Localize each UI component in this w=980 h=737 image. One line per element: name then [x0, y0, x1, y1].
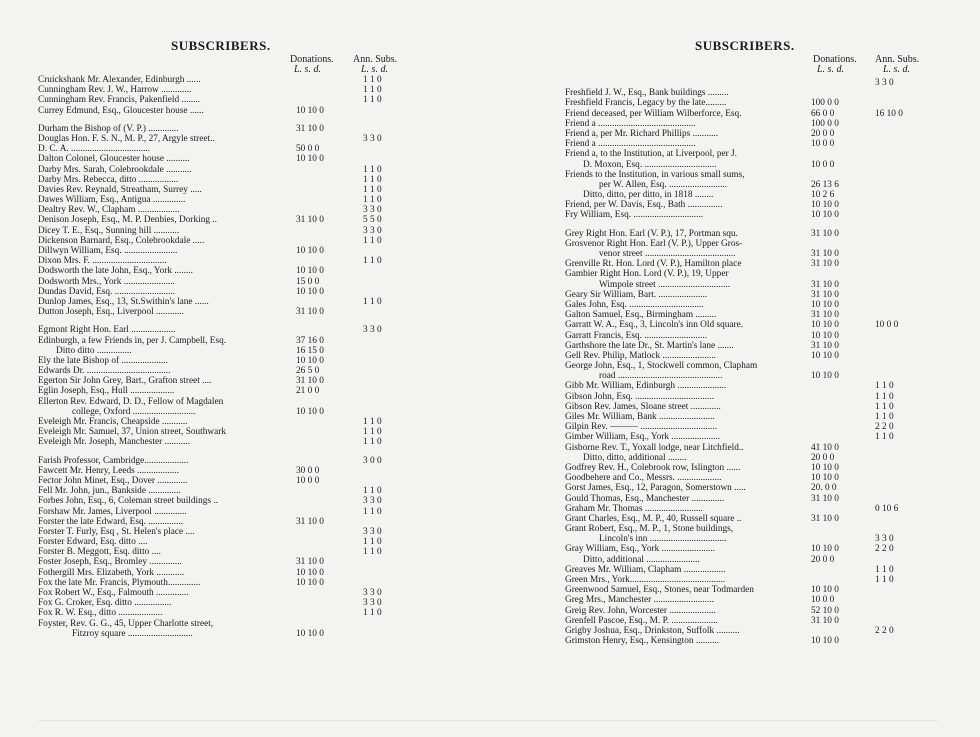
annual-subscription-amount: 1 1 0	[363, 184, 382, 195]
donation-amount: 10 10 0	[296, 406, 324, 417]
annual-subscription-amount: 0 10 6	[875, 503, 899, 514]
left-header-donations: Donations.	[290, 54, 334, 65]
donation-amount: 10 2 6	[811, 190, 835, 201]
donation-amount: 31 10 0	[811, 249, 839, 259]
subscriber-name: Durham the Bishop of (V. P.) .............	[38, 123, 179, 134]
annual-subscription-amount: 1 1 0	[363, 296, 382, 307]
subscriber-name: Greig Rev. John, Worcester ....................	[565, 605, 716, 616]
donation-amount: 10 0 0	[811, 139, 835, 150]
donation-amount: 10 10 0	[811, 200, 839, 211]
subscriber-name: Eglin Joseph, Esq., Hull ...................	[38, 386, 175, 397]
donation-amount: 10 10 0	[811, 473, 839, 484]
subscriber-name: Lincoln's inn .................................	[599, 534, 727, 545]
subscriber-name: Ditto, ditto, per ditto, in 1818 ........	[583, 190, 714, 201]
annual-subscription-amount: 1 1 0	[875, 401, 894, 412]
subscriber-name: Friend a ..........................................	[565, 118, 696, 129]
donation-amount: 15 0 0	[296, 276, 320, 287]
annual-subscription-amount: 1 1 0	[875, 575, 894, 585]
subscriber-name: per W. Allen, Esq. .........................	[599, 179, 728, 190]
subscriber-name: Gisborne Rev. T., Yoxall lodge, near Litchfield..	[565, 442, 744, 453]
subscriber-name: Dickenson Barnard, Esq., Colebrookdale .....	[38, 235, 205, 246]
donation-amount: 30 0 0	[296, 465, 320, 476]
annual-subscription-amount: 3 3 0	[363, 496, 382, 507]
donation-amount: 10 10 0	[811, 544, 839, 555]
donation-amount: 10 10 0	[811, 350, 839, 361]
subscriber-name: Ellerton Rev. Edward, D. D., Fellow of Magdalen	[38, 396, 224, 407]
subscriber-name: Edwards Dr. ....................................	[38, 366, 171, 377]
subscriber-name: Ditto, ditto, additional ........	[583, 452, 687, 463]
annual-subscription-amount: 1 1 0	[875, 381, 894, 392]
annual-subscription-amount: 16 10 0	[875, 108, 903, 119]
subscriber-name: Forster T. Furly, Esq , St. Helen's place ....	[38, 526, 195, 537]
subscriber-name: Friend, per W. Davis, Esq., Bath ...............	[565, 200, 723, 211]
donation-amount: 10 10 0	[296, 246, 324, 256]
annual-subscription-amount: 1 1 0	[363, 506, 382, 517]
subscriber-name: George John, Esq., 1, Stockwell common, Clapham	[565, 361, 758, 372]
subscriber-name: Ditto, additional .......................	[583, 554, 700, 565]
annual-subscription-amount: 1 1 0	[363, 486, 382, 497]
subscriber-name: Cunningham Rev. Francis, Pakenfield ........	[38, 95, 201, 106]
subscriber-name: Dunlop James, Esq., 13, St.Swithin's lane ......	[38, 296, 209, 307]
subscriber-name: Godfrey Rev. H., Colebrook row, Islington ......	[565, 462, 741, 473]
annual-subscription-amount: 1 1 0	[875, 432, 894, 443]
subscriber-name: Fitzroy square ............................	[72, 628, 193, 639]
donation-amount: 10 10 0	[296, 286, 324, 297]
subscriber-name: Gilpin Rev. ——— .................................	[565, 422, 718, 433]
donation-amount: 31 10 0	[296, 557, 324, 568]
subscriber-name: Garthshore the late Dr., St. Martin's lane .......	[565, 340, 734, 351]
annual-subscription-amount: 3 3 0	[363, 133, 382, 144]
subscriber-name: Foyster, Rev. G. G., 45, Upper Charlotte street,	[38, 618, 214, 629]
annual-subscription-amount: 10 0 0	[875, 320, 899, 331]
annual-subscription-amount: 1 1 0	[363, 85, 382, 96]
subscriber-name: Egerton Sir John Grey, Bart., Grafton street ....	[38, 376, 212, 387]
subscriber-name: Greenwood Samuel, Esq., Stones, near Todmarden	[565, 585, 754, 596]
subscriber-name: Friends to the Institution, in various small sums,	[565, 169, 745, 180]
subscriber-name: Gell Rev. Philip, Matlock .......................	[565, 350, 716, 361]
subscriber-name: Cruickshank Mr. Alexander, Edinburgh ......	[38, 75, 201, 85]
annual-subscription-amount: 3 3 0	[363, 225, 382, 236]
subscriber-name: Dillwyn William, Esq. .......................	[38, 246, 178, 256]
subscriber-name: Dodsworth the late John, Esq., York ........	[38, 266, 193, 277]
donation-amount: 10 10 0	[296, 567, 324, 578]
donation-amount: 31 10 0	[811, 615, 839, 626]
annual-subscription-amount: 3 3 0	[363, 588, 382, 598]
annual-subscription-amount: 1 1 0	[363, 547, 382, 558]
subscriber-name: Farish Professor, Cambridge...................	[38, 455, 189, 466]
subscriber-name: Egmont Right Hon. Earl ...................	[38, 325, 176, 336]
annual-subscription-amount: 1 1 0	[363, 537, 382, 548]
subscriber-name: Edinburgh, a few Friends in, per J. Campbell, Esq.	[38, 335, 227, 346]
donation-amount: 10 0 0	[811, 595, 835, 606]
annual-subscription-amount: 1 1 0	[875, 564, 894, 575]
subscriber-name: Friend a ..........................................	[565, 139, 696, 150]
donation-amount: 100 0 0	[811, 118, 839, 129]
subscriber-name: Douglas Hon. F. S. N., M. P., 27, Argyle street..	[38, 133, 215, 144]
donation-amount: 10 10 0	[811, 320, 839, 331]
donation-amount: 31 10 0	[296, 376, 324, 387]
subscriber-name: Eveleigh Mr. Francis, Cheapside ...........	[38, 417, 188, 427]
subscriber-name: Fox Robert W., Esq., Falmouth ..............	[38, 588, 189, 598]
subscriber-name: venor street .......................................	[599, 249, 736, 259]
subscriber-name: Dutton Joseph, Esq., Liverpool ............	[38, 307, 184, 318]
subscriber-name: Graham Mr. Thomas .........................	[565, 503, 703, 514]
subscriber-name: Cunningham Rev. J. W., Harrow .............	[38, 85, 192, 96]
donation-amount: 10 10 0	[811, 585, 839, 596]
donation-amount: 20. 0 0	[811, 483, 837, 494]
donation-amount: 10 10 0	[811, 636, 839, 647]
donation-amount: 10 10 0	[811, 462, 839, 473]
subscriber-name: Gimber William, Esq., York .....................	[565, 432, 721, 443]
subscriber-name: Fell Mr. John, jun., Bankside ..............	[38, 486, 181, 497]
donation-amount: 10 10 0	[296, 154, 324, 165]
subscriber-name: Geary Sir William, Bart. .....................	[565, 289, 708, 300]
subscriber-name: Friend a, to the Institution, at Liverpool, per J.	[565, 149, 737, 160]
subscriber-name: Forster the late Edward, Esq. ...............	[38, 516, 184, 527]
donation-amount: 31 10 0	[296, 516, 324, 527]
subscriber-name: Wimpole street ...............................	[599, 279, 731, 290]
annual-subscription-amount: 1 1 0	[363, 174, 382, 185]
donation-amount: 31 10 0	[296, 307, 324, 318]
subscriber-name: D. C. A. ..................................	[38, 144, 151, 155]
left-header-lsd-donations: L. s. d.	[294, 64, 321, 75]
subscriber-name: Forster Edward, Esq. ditto ....	[38, 537, 148, 548]
left-header-lsd-annual: L. s. d.	[361, 64, 388, 75]
donation-amount: 31 10 0	[811, 493, 839, 504]
donation-amount: 10 0 0	[811, 159, 835, 170]
subscriber-name: Freshfield J. W., Esq., Bank buildings .........	[565, 88, 729, 99]
donation-amount: 20 0 0	[811, 128, 835, 139]
subscriber-name: Friend deceased, per William Wilberforce, Esq.	[565, 108, 742, 119]
subscriber-name: Grant Robert, Esq., M. P., 1, Stone buildings,	[565, 524, 734, 535]
subscriber-name: Grigby Joshua, Esq., Drinkston, Suffolk ..........	[565, 625, 740, 636]
subscriber-name: Gibb Mr. William, Edinburgh .....................	[565, 381, 727, 392]
subscriber-name: Garratt W. A., Esq., 3, Lincoln's inn Old square.	[565, 320, 744, 331]
right-title: SUBSCRIBERS.	[695, 38, 795, 53]
subscriber-name: Gorst James, Esq., 12, Paragon, Somerstown .....	[565, 483, 746, 494]
subscriber-name: Friend a, per Mr. Richard Phillips ...........	[565, 128, 719, 139]
subscriber-name: Grant Charles, Esq., M. P., 40, Russell square ..	[565, 513, 742, 524]
left-title: SUBSCRIBERS.	[171, 38, 271, 53]
subscriber-name: Gray William, Esq., York .......................	[565, 544, 716, 555]
subscriber-name: Ditto ditto ...............	[56, 345, 132, 356]
annual-subscription-amount: 2 2 0	[875, 422, 894, 433]
left-header-annual-subs: Ann. Subs.	[353, 54, 398, 65]
donation-amount: 10 0 0	[296, 475, 320, 486]
donation-amount: 20 0 0	[811, 452, 835, 463]
subscriber-name: Fector John Minet, Esq., Dover .............	[38, 475, 188, 486]
annual-subscription-amount: 1 1 0	[363, 195, 382, 206]
right-header-lsd-donations: L. s. d.	[817, 64, 844, 75]
subscriber-name: Grey Right Hon. Earl (V. P.), 17, Portman squ.	[565, 228, 738, 239]
annual-subscription-amount: 1 1 0	[363, 75, 382, 85]
subscriber-name: Dealtry Rev. W., Clapham ..................	[38, 205, 180, 216]
donation-amount: 31 10 0	[811, 513, 839, 524]
donation-amount: 10 10 0	[811, 330, 839, 341]
subscriber-name: Gales John, Esq. ................................	[565, 299, 704, 310]
donation-amount: 31 10 0	[296, 215, 324, 226]
annual-subscription-amount: 1 1 0	[363, 608, 382, 619]
donation-amount: 10 10 0	[296, 105, 324, 116]
subscriber-name: Fox G. Croker, Esq. ditto ................	[38, 598, 172, 609]
annual-subscription-amount: 3 3 0	[363, 598, 382, 609]
subscriber-name: Fox the late Mr. Francis, Plymouth..............	[38, 577, 201, 588]
right-header-donations: Donations.	[813, 54, 857, 65]
subscriber-name: road .............................................	[599, 371, 723, 382]
annual-subscription-amount: 3 0 0	[363, 455, 382, 466]
subscriber-name: Currey Edmund, Esq., Gloucester house ......	[38, 105, 204, 116]
annual-subscription-amount: 1 1 0	[875, 412, 894, 422]
donation-amount: 100 0 0	[811, 98, 839, 109]
annual-subscription-amount: 1 1 0	[363, 164, 382, 175]
donation-amount: 10 10 0	[296, 628, 324, 639]
annual-subscription-amount: 2 2 0	[875, 544, 894, 555]
subscriber-name: Eveleigh Mr. Joseph, Manchester ...........	[38, 437, 191, 448]
subscriber-name: Dodsworth Mrs., York ......................	[38, 276, 175, 287]
subscriber-name: Eveleigh Mr. Samuel, 37, Union street, Southwark	[38, 427, 226, 438]
subscriber-name: Fry William, Esq. ..............................	[565, 210, 704, 221]
donation-amount: 31 10 0	[811, 279, 839, 290]
subscriber-name: Gibson Rev. James, Sloane street .............	[565, 401, 721, 412]
subscriber-name: Freshfield Francis, Legacy by the late.........	[565, 98, 727, 109]
subscriber-name: Dawes William, Esq., Antigua ..............	[38, 195, 186, 206]
annual-subscription-amount: 1 1 0	[363, 427, 382, 438]
subscriber-name: Garratt Francis, Esq. ...........................	[565, 330, 708, 341]
subscriber-name: Denison Joseph, Esq., M. P. Denbies, Dorking ..	[38, 215, 217, 226]
subscriber-name: Ely the late Bishop of ....................	[38, 355, 168, 366]
donation-amount: 10 10 0	[296, 355, 324, 366]
donation-amount: 10 10 0	[811, 371, 839, 382]
annual-subscription-amount: 3 3 0	[875, 78, 894, 88]
subscriber-name: Dicey T. E., Esq., Sunning hill ...........	[38, 225, 180, 236]
subscriber-name: Fox R. W. Esq., ditto ...................	[38, 608, 163, 619]
donation-amount: 31 10 0	[296, 123, 324, 134]
donation-amount: 31 10 0	[811, 340, 839, 351]
donation-amount: 10 10 0	[296, 266, 324, 277]
donation-amount: 66 0 0	[811, 108, 835, 119]
annual-subscription-amount: 3 3 0	[363, 526, 382, 537]
donation-amount: 16 15 0	[296, 345, 324, 356]
subscriber-name: Goodbehere and Co., Messrs. ...................	[565, 473, 722, 484]
annual-subscription-amount: 1 1 0	[363, 437, 382, 448]
subscriber-name: Greaves Mr. William, Clapham ..................	[565, 564, 726, 575]
subscriber-name: Dundas David, Esq. ..........................	[38, 286, 176, 297]
donation-amount: 20 0 0	[811, 554, 835, 565]
annual-subscription-amount: 3 3 0	[363, 205, 382, 216]
donation-amount: 37 16 0	[296, 335, 324, 346]
subscriber-name: Gould Thomas, Esq., Manchester ..............	[565, 493, 725, 504]
subscriber-name: Forbes John, Esq., 6, Coleman street buildings ..	[38, 496, 218, 507]
subscriber-name: Grenville Rt. Hon. Lord (V. P.), Hamilton place	[565, 259, 742, 270]
donation-amount: 31 10 0	[811, 259, 839, 270]
subscriber-name: Green Mrs., York.........................................	[565, 575, 726, 585]
subscriber-name: Forshaw Mr. James, Liverpool ..............	[38, 506, 187, 517]
donation-amount: 26 5 0	[296, 366, 320, 377]
annual-subscription-amount: 3 3 0	[363, 325, 382, 336]
subscriber-name: Dalton Colonel, Gloucester house ..........	[38, 154, 190, 165]
annual-subscription-amount: 1 1 0	[363, 417, 382, 427]
annual-subscription-amount: 1 1 0	[363, 235, 382, 246]
subscriber-name: Fothergill Mrs. Elizabeth, York ............	[38, 567, 185, 578]
annual-subscription-amount: 1 1 0	[875, 391, 894, 402]
annual-subscription-amount: 5 5 0	[363, 215, 382, 226]
subscriber-name: Foster Joseph, Esq., Bromley ..............	[38, 557, 182, 568]
subscriber-name: Grenfell Pascoe, Esq., M. P. ....................	[565, 615, 718, 626]
donation-amount: 31 10 0	[811, 289, 839, 300]
subscriber-name: Gibson John, Esq. ..................................	[565, 391, 715, 402]
subscriber-name: D. Moxon, Esq. ...............................	[583, 159, 717, 170]
donation-amount: 50 0 0	[296, 144, 320, 155]
subscriber-name: Greg Mrs., Manchester ..........................	[565, 595, 714, 606]
donation-amount: 26 13 6	[811, 179, 839, 190]
subscriber-name: Gambier Right Hon. Lord (V. P.), 19, Upper	[565, 269, 729, 280]
donation-amount: 31 10 0	[811, 310, 839, 321]
donation-amount: 21 0 0	[296, 386, 320, 397]
subscriber-name: Galton Samuel, Esq., Birmingham .........	[565, 310, 717, 321]
annual-subscription-amount: 1 1 0	[363, 95, 382, 106]
right-header-annual-subs: Ann. Subs.	[875, 54, 920, 65]
subscriber-name: Grimston Henry, Esq., Kensington ..........	[565, 636, 720, 647]
donation-amount: 31 10 0	[811, 228, 839, 239]
donation-amount: 10 10 0	[296, 577, 324, 588]
subscriber-name: Grosvenor Right Hon. Earl (V. P.), Upper Gros-	[565, 238, 743, 249]
annual-subscription-amount: 3 3 0	[875, 534, 894, 545]
subscriber-name: college, Oxford ...........................	[72, 406, 196, 417]
donation-amount: 52 10 0	[811, 605, 839, 616]
subscriber-name: Dixon Mrs. F. ................................	[38, 256, 167, 267]
annual-subscription-amount: 2 2 0	[875, 625, 894, 636]
subscriber-name: Forster B. Meggott, Esq. ditto ....	[38, 547, 161, 558]
donation-amount: 10 10 0	[811, 210, 839, 221]
subscriber-name: Darby Mrs. Sarah, Colebrookdale ...........	[38, 164, 192, 175]
donation-amount: 10 10 0	[811, 299, 839, 310]
subscriber-name: Darby Mrs. Rebecca, ditto .................	[38, 174, 179, 185]
page-edge-line	[38, 720, 938, 721]
subscriber-name: Fawcett Mr. Henry, Leeds ..................	[38, 465, 179, 476]
annual-subscription-amount: 1 1 0	[363, 256, 382, 267]
donation-amount: 41 10 0	[811, 442, 839, 453]
subscriber-name: Davies Rev. Reynald, Streatham, Surrey .....	[38, 184, 202, 195]
right-header-lsd-annual: L. s. d.	[883, 64, 910, 75]
subscriber-name: Giles Mr. William, Bank ........................	[565, 412, 715, 422]
